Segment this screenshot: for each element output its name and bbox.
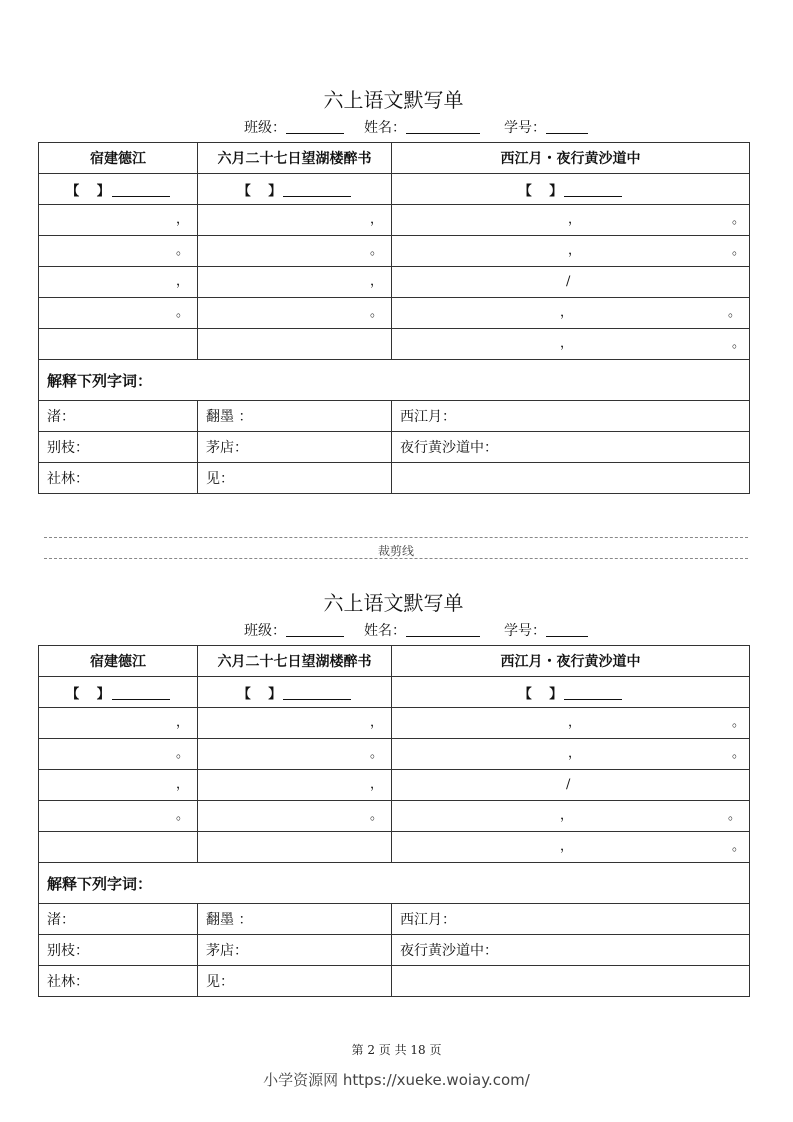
dictation-sheet-1 — [38, 86, 749, 494]
explain-heading: 解释下列字词： — [39, 360, 750, 401]
explain-heading-row — [39, 863, 750, 904]
term-cell[interactable]: 渚： — [39, 401, 198, 432]
poem-title-row — [39, 646, 750, 677]
line-cell[interactable]: 。 — [39, 298, 198, 329]
cut-line — [44, 537, 748, 559]
line-cell[interactable]: ， 。 — [392, 801, 750, 832]
line-cell[interactable]: ， — [39, 708, 198, 739]
term-cell[interactable]: 见： — [198, 463, 392, 494]
student-number-blank[interactable] — [546, 118, 588, 134]
term-cell[interactable]: 翻墨 ： — [198, 401, 392, 432]
line-row — [39, 298, 750, 329]
poem-title-3: 西江月・夜行黄沙道中 — [392, 143, 750, 174]
term-row — [39, 401, 750, 432]
poem-title-row — [39, 143, 750, 174]
student-info-row — [38, 617, 749, 645]
student-number-blank[interactable] — [546, 621, 588, 637]
line-row — [39, 708, 750, 739]
line-cell[interactable]: ， 。 — [392, 236, 750, 267]
dictation-table — [38, 645, 750, 997]
line-cell[interactable]: / — [392, 267, 750, 298]
term-cell[interactable]: 夜行黄沙道中： — [392, 432, 750, 463]
line-cell[interactable]: 。 — [39, 236, 198, 267]
term-row — [39, 935, 750, 966]
sheet-title: 六上语文默写单 — [323, 591, 464, 615]
term-cell[interactable]: 别枝： — [39, 935, 198, 966]
cut-line-label: 裁剪线 — [377, 544, 414, 558]
term-row — [39, 966, 750, 997]
line-cell[interactable]: 。 — [39, 801, 198, 832]
line-row — [39, 832, 750, 863]
poem-title-1: 宿建德江 — [39, 646, 198, 677]
line-row — [39, 801, 750, 832]
explain-heading-row — [39, 360, 750, 401]
author-cell-2[interactable]: 【 】 — [198, 677, 392, 708]
class-blank[interactable] — [286, 118, 344, 134]
student-number-field: 学号： — [504, 617, 588, 645]
line-cell[interactable] — [39, 329, 198, 360]
line-cell[interactable]: 。 — [39, 739, 198, 770]
term-row — [39, 463, 750, 494]
line-cell[interactable] — [39, 832, 198, 863]
line-cell[interactable]: 。 — [198, 236, 392, 267]
line-cell[interactable]: ， 。 — [392, 739, 750, 770]
term-cell[interactable] — [392, 966, 750, 997]
line-cell[interactable]: 。 — [198, 739, 392, 770]
author-cell-1[interactable]: 【 】 — [39, 677, 198, 708]
line-row — [39, 205, 750, 236]
line-cell[interactable]: 。 — [198, 298, 392, 329]
page-footer: 第 2 页 共 18 页 — [351, 1043, 442, 1057]
sheet-title: 六上语文默写单 — [323, 88, 464, 112]
line-cell[interactable] — [198, 329, 392, 360]
explain-heading: 解释下列字词： — [39, 863, 750, 904]
author-cell-2[interactable]: 【 】 — [198, 174, 392, 205]
poem-title-3: 西江月・夜行黄沙道中 — [392, 646, 750, 677]
line-cell[interactable]: ， — [198, 770, 392, 801]
line-cell[interactable]: ， 。 — [392, 298, 750, 329]
line-row — [39, 329, 750, 360]
line-row — [39, 267, 750, 298]
name-field: 姓名： — [364, 617, 480, 645]
poem-title-2: 六月二十七日望湖楼醉书 — [198, 143, 392, 174]
site-watermark: 小学资源网 https://xueke.woiay.com/ — [263, 1071, 530, 1089]
line-row — [39, 739, 750, 770]
name-blank[interactable] — [406, 118, 480, 134]
term-cell[interactable]: 西江月： — [392, 401, 750, 432]
term-cell[interactable]: 茅店： — [198, 935, 392, 966]
line-cell[interactable]: ， 。 — [392, 708, 750, 739]
author-row — [39, 174, 750, 205]
term-cell[interactable]: 西江月： — [392, 904, 750, 935]
term-cell[interactable]: 社林： — [39, 463, 198, 494]
poem-title-1: 宿建德江 — [39, 143, 198, 174]
term-cell[interactable]: 渚： — [39, 904, 198, 935]
line-cell[interactable]: ， 。 — [392, 832, 750, 863]
line-cell[interactable]: / — [392, 770, 750, 801]
term-cell[interactable]: 见： — [198, 966, 392, 997]
term-row — [39, 432, 750, 463]
line-cell[interactable]: 。 — [198, 801, 392, 832]
dictation-sheet-2 — [38, 589, 749, 997]
line-cell[interactable]: ， — [39, 770, 198, 801]
name-field: 姓名： — [364, 114, 480, 142]
dictation-table — [38, 142, 750, 494]
term-cell[interactable]: 社林： — [39, 966, 198, 997]
author-cell-3[interactable]: 【 】 — [392, 677, 750, 708]
line-cell[interactable]: ， — [198, 205, 392, 236]
student-info-row — [38, 114, 749, 142]
term-cell[interactable]: 别枝： — [39, 432, 198, 463]
line-cell[interactable]: ， — [39, 205, 198, 236]
line-cell[interactable]: ， 。 — [392, 205, 750, 236]
class-field: 班级： — [244, 114, 344, 142]
line-row — [39, 770, 750, 801]
line-cell[interactable]: ， 。 — [392, 329, 750, 360]
line-row — [39, 236, 750, 267]
poem-title-2: 六月二十七日望湖楼醉书 — [198, 646, 392, 677]
student-number-field: 学号： — [504, 114, 588, 142]
term-cell[interactable] — [392, 463, 750, 494]
author-cell-1[interactable]: 【 】 — [39, 174, 198, 205]
line-cell[interactable]: ， — [198, 708, 392, 739]
class-field: 班级： — [244, 617, 344, 645]
class-blank[interactable] — [286, 621, 344, 637]
line-cell[interactable]: ， — [198, 267, 392, 298]
term-cell[interactable]: 夜行黄沙道中： — [392, 935, 750, 966]
term-cell[interactable]: 茅店： — [198, 432, 392, 463]
author-row — [39, 677, 750, 708]
name-blank[interactable] — [406, 621, 480, 637]
line-cell[interactable] — [198, 832, 392, 863]
term-cell[interactable]: 翻墨 ： — [198, 904, 392, 935]
term-row — [39, 904, 750, 935]
line-cell[interactable]: ， — [39, 267, 198, 298]
author-cell-3[interactable]: 【 】 — [392, 174, 750, 205]
